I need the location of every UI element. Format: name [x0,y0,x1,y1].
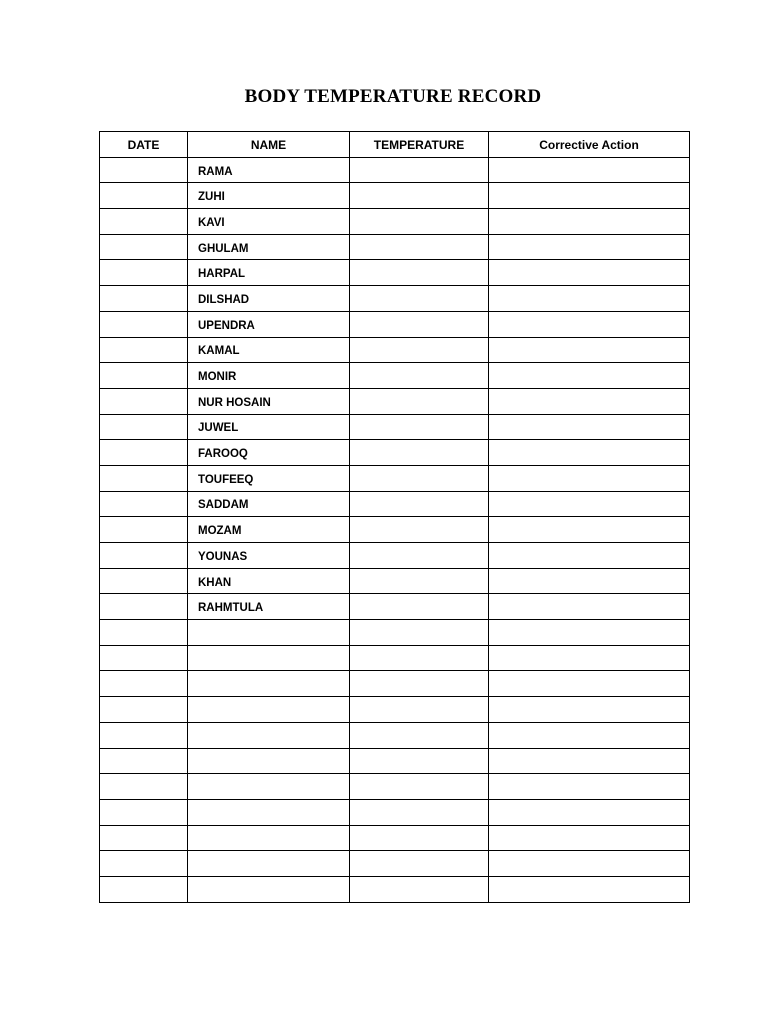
temperature-cell [350,260,489,286]
date-cell [100,697,188,723]
temperature-cell [350,620,489,646]
date-cell [100,517,188,543]
corrective-action-cell [489,286,690,312]
date-cell [100,645,188,671]
date-cell [100,543,188,569]
temperature-record-table [99,131,690,903]
corrective-action-cell [489,517,690,543]
name-cell: KHAN [188,568,350,594]
table-row [100,851,690,877]
temperature-cell [350,465,489,491]
name-cell [188,671,350,697]
corrective-action-cell [489,337,690,363]
corrective-action-cell [489,388,690,414]
date-cell [100,568,188,594]
date-cell [100,337,188,363]
temperature-cell [350,697,489,723]
name-cell: FAROOQ [188,440,350,466]
table-row [100,671,690,697]
temperature-cell [350,543,489,569]
temperature-cell [350,234,489,260]
table-row [100,157,690,183]
name-cell: KAVI [188,209,350,235]
temperature-cell [350,876,489,902]
table-row [100,209,690,235]
corrective-action-cell [489,722,690,748]
temperature-cell [350,440,489,466]
date-cell [100,594,188,620]
table-body [100,157,690,902]
temperature-cell [350,722,489,748]
date-cell [100,748,188,774]
name-cell: SADDAM [188,491,350,517]
table-row [100,183,690,209]
name-cell [188,774,350,800]
date-cell [100,260,188,286]
table-row [100,388,690,414]
table-row [100,363,690,389]
corrective-action-cell [489,311,690,337]
table-row [100,517,690,543]
temperature-cell [350,337,489,363]
date-cell [100,183,188,209]
date-cell [100,799,188,825]
name-cell: JUWEL [188,414,350,440]
temperature-cell [350,286,489,312]
table-row [100,543,690,569]
date-cell [100,363,188,389]
name-cell [188,799,350,825]
corrective-action-cell [489,491,690,517]
table-row [100,286,690,312]
corrective-action-cell [489,851,690,877]
temperature-cell [350,157,489,183]
table-row [100,414,690,440]
temperature-cell [350,491,489,517]
table-row [100,311,690,337]
table-row [100,260,690,286]
table-row [100,722,690,748]
name-cell [188,645,350,671]
date-cell [100,722,188,748]
name-cell: TOUFEEQ [188,465,350,491]
name-cell [188,620,350,646]
corrective-action-cell [489,414,690,440]
corrective-action-cell [489,440,690,466]
name-cell [188,851,350,877]
corrective-action-cell [489,183,690,209]
corrective-action-cell [489,260,690,286]
column-header-name: NAME [188,132,350,158]
corrective-action-cell [489,157,690,183]
temperature-cell [350,209,489,235]
temperature-cell [350,774,489,800]
date-cell [100,620,188,646]
date-cell [100,774,188,800]
temperature-cell [350,851,489,877]
table-row [100,876,690,902]
corrective-action-cell [489,774,690,800]
table-row [100,440,690,466]
corrective-action-cell [489,594,690,620]
date-cell [100,157,188,183]
table-row [100,825,690,851]
date-cell [100,414,188,440]
table-row [100,337,690,363]
date-cell [100,286,188,312]
temperature-cell [350,645,489,671]
name-cell [188,722,350,748]
temperature-cell [350,799,489,825]
name-cell: HARPAL [188,260,350,286]
column-header-date: DATE [100,132,188,158]
corrective-action-cell [489,876,690,902]
column-header-corrective-action: Corrective Action [489,132,690,158]
temperature-cell [350,594,489,620]
temperature-cell [350,748,489,774]
temperature-cell [350,568,489,594]
table-row [100,645,690,671]
temperature-cell [350,311,489,337]
corrective-action-cell [489,825,690,851]
name-cell: MOZAM [188,517,350,543]
corrective-action-cell [489,748,690,774]
corrective-action-cell [489,465,690,491]
name-cell: UPENDRA [188,311,350,337]
date-cell [100,388,188,414]
table-row [100,491,690,517]
date-cell [100,671,188,697]
date-cell [100,209,188,235]
name-cell: KAMAL [188,337,350,363]
name-cell: RAHMTULA [188,594,350,620]
table-row [100,465,690,491]
table-row [100,799,690,825]
corrective-action-cell [489,568,690,594]
table-row [100,620,690,646]
corrective-action-cell [489,543,690,569]
corrective-action-cell [489,620,690,646]
table-row [100,697,690,723]
corrective-action-cell [489,697,690,723]
table-row [100,594,690,620]
temperature-cell [350,671,489,697]
temperature-cell [350,825,489,851]
name-cell [188,697,350,723]
name-cell: DILSHAD [188,286,350,312]
date-cell [100,465,188,491]
table-row [100,568,690,594]
table-row [100,234,690,260]
date-cell [100,234,188,260]
column-header-temperature: TEMPERATURE [350,132,489,158]
date-cell [100,851,188,877]
table-row [100,774,690,800]
name-cell: ZUHI [188,183,350,209]
date-cell [100,876,188,902]
corrective-action-cell [489,363,690,389]
corrective-action-cell [489,671,690,697]
name-cell: RAMA [188,157,350,183]
temperature-cell [350,517,489,543]
date-cell [100,825,188,851]
date-cell [100,440,188,466]
name-cell [188,748,350,774]
temperature-cell [350,363,489,389]
temperature-cell [350,183,489,209]
temperature-cell [350,414,489,440]
corrective-action-cell [489,234,690,260]
name-cell [188,876,350,902]
date-cell [100,491,188,517]
corrective-action-cell [489,209,690,235]
name-cell: YOUNAS [188,543,350,569]
table-row [100,748,690,774]
name-cell: NUR HOSAIN [188,388,350,414]
name-cell: GHULAM [188,234,350,260]
corrective-action-cell [489,645,690,671]
document-title: BODY TEMPERATURE RECORD [244,86,542,107]
temperature-cell [350,388,489,414]
corrective-action-cell [489,799,690,825]
date-cell [100,311,188,337]
name-cell [188,825,350,851]
table-header-row [100,132,690,158]
name-cell: MONIR [188,363,350,389]
